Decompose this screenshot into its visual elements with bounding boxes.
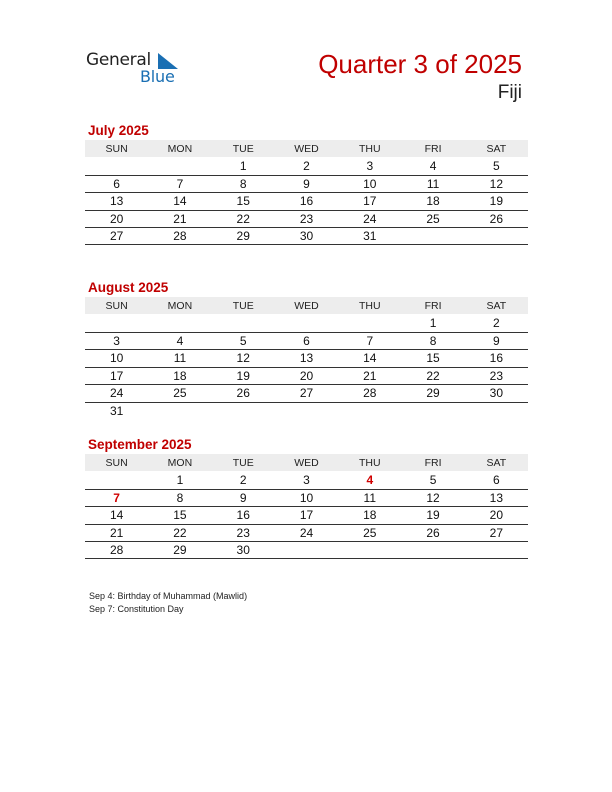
day-cell: 8 [176, 490, 184, 505]
weekday-label: SUN [105, 142, 128, 155]
month-title: July 2025 [88, 123, 149, 138]
day-cell: 22 [426, 368, 440, 383]
day-cell: 20 [109, 211, 124, 226]
holiday-notes [89, 590, 247, 615]
weekday-label: TUE [232, 456, 254, 469]
day-cell: 18 [173, 368, 187, 383]
day-cell: 12 [489, 176, 504, 191]
day-cell: 15 [236, 194, 250, 209]
holiday-day-cell: 7 [113, 490, 120, 505]
week-row [85, 192, 528, 210]
week-row [85, 489, 528, 507]
day-cell: 5 [429, 472, 437, 487]
day-cell: 2 [303, 158, 310, 173]
day-cell: 15 [173, 508, 187, 523]
day-cell: 21 [173, 211, 187, 226]
day-cell: 23 [489, 368, 504, 383]
weekday-label: MON [167, 299, 193, 312]
day-cell: 2 [239, 472, 247, 487]
day-cell: 27 [299, 386, 314, 401]
day-cell: 7 [366, 333, 374, 348]
day-cell: 13 [299, 351, 314, 366]
month-september [85, 437, 528, 559]
weekday-label: FRI [424, 456, 442, 469]
weekday-label: SUN [105, 299, 128, 312]
weekday-label: MON [167, 456, 193, 469]
day-cell: 10 [109, 351, 124, 366]
day-cell: 22 [236, 211, 250, 226]
day-cell: 1 [176, 472, 184, 487]
day-cell: 29 [426, 386, 440, 401]
day-cell: 6 [493, 472, 500, 487]
day-cell: 30 [236, 542, 250, 557]
weekday-label: THU [358, 142, 381, 155]
day-cell: 31 [109, 403, 124, 418]
week-row [85, 384, 528, 402]
day-cell: 6 [113, 176, 120, 191]
day-cell: 23 [236, 525, 250, 540]
day-cell: 31 [363, 228, 377, 243]
day-cell: 9 [239, 490, 247, 505]
weekday-label: SAT [486, 142, 507, 155]
week-row [85, 157, 528, 175]
day-cell: 29 [173, 542, 187, 557]
day-cell: 4 [176, 333, 184, 348]
day-cell: 27 [489, 525, 504, 540]
day-cell: 9 [493, 333, 500, 348]
week-row [85, 210, 528, 228]
day-cell: 18 [363, 508, 377, 523]
weekday-header-row [85, 454, 528, 471]
weekday-label: FRI [424, 299, 442, 312]
day-cell: 25 [426, 211, 440, 226]
day-cell: 17 [109, 368, 124, 383]
day-cell: 30 [489, 386, 504, 401]
month-title: August 2025 [88, 280, 169, 295]
day-cell: 19 [489, 194, 504, 209]
day-cell: 8 [429, 333, 437, 348]
day-cell: 20 [489, 508, 504, 523]
day-cell: 22 [173, 525, 187, 540]
day-cell: 17 [299, 508, 314, 523]
day-cell: 24 [109, 386, 124, 401]
day-cell: 18 [426, 194, 440, 209]
week-row [85, 314, 528, 332]
day-cell: 9 [303, 176, 310, 191]
day-cell: 12 [426, 490, 440, 505]
week-row [85, 541, 528, 559]
week-row [85, 402, 528, 420]
generalblue-logo [86, 50, 186, 90]
day-cell: 8 [239, 176, 247, 191]
day-cell: 21 [109, 525, 124, 540]
day-cell: 16 [236, 508, 250, 523]
day-cell: 10 [363, 176, 377, 191]
holiday-day-cell: 4 [366, 472, 374, 487]
day-cell: 14 [173, 194, 187, 209]
day-cell: 16 [489, 351, 504, 366]
day-cell: 11 [426, 176, 440, 191]
month-july [85, 123, 528, 245]
day-cell: 28 [173, 228, 187, 243]
day-cell: 24 [363, 211, 377, 226]
day-cell: 5 [239, 333, 247, 348]
holiday-note: Sep 7: Constitution Day [89, 603, 184, 614]
day-cell: 12 [236, 351, 250, 366]
day-cell: 14 [109, 508, 124, 523]
day-cell: 3 [303, 472, 310, 487]
day-cell: 26 [236, 386, 250, 401]
day-cell: 5 [493, 158, 500, 173]
week-row [85, 227, 528, 245]
day-cell: 4 [429, 158, 437, 173]
weekday-label: MON [167, 142, 193, 155]
day-cell: 1 [239, 158, 247, 173]
day-cell: 2 [493, 315, 500, 330]
day-cell: 19 [426, 508, 440, 523]
page-title: Quarter 3 of 2025 [318, 49, 522, 79]
week-row [85, 524, 528, 542]
weekday-label: THU [358, 299, 381, 312]
week-row [85, 367, 528, 385]
weekday-label: WED [294, 456, 319, 469]
day-cell: 29 [236, 228, 250, 243]
day-cell: 24 [299, 525, 314, 540]
week-row [85, 506, 528, 524]
week-row [85, 175, 528, 193]
day-cell: 28 [109, 542, 124, 557]
day-cell: 11 [363, 490, 377, 505]
month-august [85, 280, 528, 419]
day-cell: 15 [426, 351, 440, 366]
holiday-note: Sep 4: Birthday of Muhammad (Mawlid) [89, 591, 248, 601]
day-cell: 27 [109, 228, 124, 243]
country-name: Fiji [497, 82, 522, 103]
day-cell: 3 [366, 158, 374, 173]
week-row [85, 349, 528, 367]
day-cell: 13 [489, 490, 504, 505]
weekday-label: SUN [105, 456, 128, 469]
logo-text-general: General [86, 50, 151, 70]
day-cell: 25 [363, 525, 377, 540]
weekday-label: SAT [486, 299, 507, 312]
weekday-label: FRI [424, 142, 442, 155]
day-cell: 19 [236, 368, 250, 383]
day-cell: 26 [426, 525, 440, 540]
weekday-label: TUE [232, 142, 254, 155]
day-cell: 30 [299, 228, 314, 243]
day-cell: 28 [363, 386, 377, 401]
weekday-header-row [85, 297, 528, 314]
weekday-label: SAT [486, 456, 507, 469]
day-cell: 11 [173, 351, 187, 366]
day-cell: 20 [299, 368, 314, 383]
weekday-label: WED [294, 142, 319, 155]
day-cell: 7 [176, 176, 184, 191]
day-cell: 10 [299, 490, 314, 505]
day-cell: 21 [363, 368, 377, 383]
day-cell: 26 [489, 211, 504, 226]
day-cell: 6 [303, 333, 310, 348]
month-title: September 2025 [88, 437, 192, 452]
day-cell: 16 [299, 194, 314, 209]
day-cell: 1 [429, 315, 437, 330]
day-cell: 3 [113, 333, 120, 348]
day-cell: 23 [299, 211, 314, 226]
day-cell: 14 [363, 351, 377, 366]
day-cell: 25 [173, 386, 187, 401]
logo-text-blue: Blue [140, 67, 175, 86]
day-cell: 13 [109, 194, 124, 209]
weekday-header-row [85, 140, 528, 157]
day-cell: 17 [363, 194, 377, 209]
week-row [85, 332, 528, 350]
week-row [85, 471, 528, 489]
weekday-label: TUE [232, 299, 254, 312]
weekday-label: THU [358, 456, 381, 469]
weekday-label: WED [294, 299, 319, 312]
